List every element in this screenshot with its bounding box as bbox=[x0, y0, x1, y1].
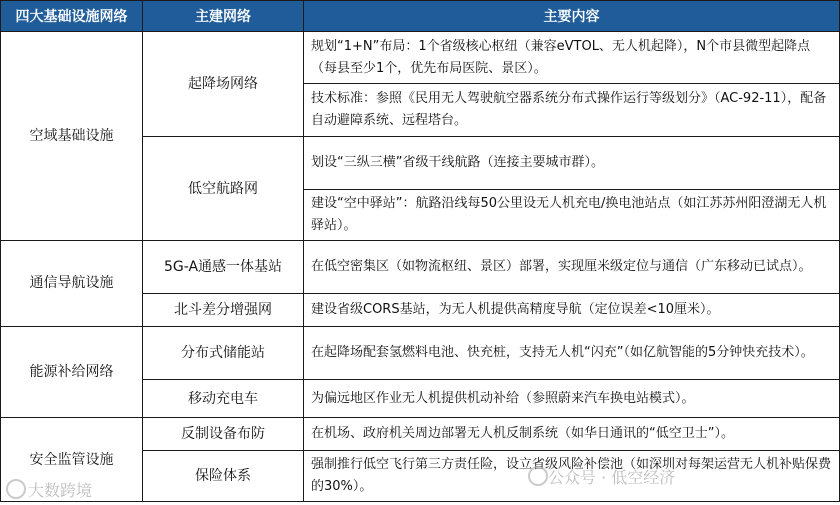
network-cell: 保险体系 bbox=[143, 450, 304, 501]
category-cell: 通信导航设施 bbox=[1, 240, 143, 326]
network-cell: 低空航路网 bbox=[143, 137, 304, 240]
table-row bbox=[1, 418, 840, 450]
content-cell: 技术标准：参照《民用无人驾驶航空器系统分布式操作运行等级划分》（AC-92-11），配备自动避障系统、远程塔台。 bbox=[304, 84, 840, 137]
header-category: 四大基础设施网络 bbox=[1, 1, 143, 32]
content-cell: 为偏远地区作业无人机提供机动补给（参照蔚来汽车换电站模式）。 bbox=[304, 379, 840, 418]
category-cell: 安全监管设施 bbox=[1, 418, 143, 502]
table-row bbox=[1, 32, 840, 84]
network-cell: 起降场网络 bbox=[143, 32, 304, 137]
header-row bbox=[1, 1, 840, 32]
network-cell: 移动充电车 bbox=[143, 379, 304, 418]
network-cell: 5G-A通感一体基站 bbox=[143, 240, 304, 293]
network-cell: 反制设备布防 bbox=[143, 418, 304, 450]
header-network: 主建网络 bbox=[143, 1, 304, 32]
network-cell: 北斗差分增强网 bbox=[143, 294, 304, 326]
table-row bbox=[1, 240, 840, 293]
header-content: 主要内容 bbox=[304, 1, 840, 32]
watermark-logo-icon bbox=[528, 466, 548, 486]
watermark-left: 大数跨境 bbox=[28, 481, 93, 500]
watermark-right: 公众号 · 低空经济 bbox=[548, 468, 676, 487]
content-cell: 建设“空中驿站”：航路沿线每50公里设无人机充电/换电池站点（如江苏苏州阳澄湖无人机驿站）。 bbox=[304, 189, 840, 240]
network-cell: 分布式储能站 bbox=[143, 326, 304, 379]
category-cell: 能源补给网络 bbox=[1, 326, 143, 418]
content-cell: 强制推行低空飞行第三方责任险，设立省级风险补偿池（如深圳对每架运营无人机补贴保费的30%）。 bbox=[304, 450, 840, 501]
content-cell: 在低空密集区（如物流枢纽、景区）部署，实现厘米级定位与通信（广东移动已试点）。 bbox=[304, 240, 840, 293]
content-cell: 划设“三纵三横”省级干线航路（连接主要城市群）。 bbox=[304, 137, 840, 189]
content-cell: 在机场、政府机关周边部署无人机反制系统（如华日通讯的“低空卫士”）。 bbox=[304, 418, 840, 450]
category-cell: 空域基础设施 bbox=[1, 32, 143, 241]
content-cell: 规划“1+N”布局：1个省级核心枢纽（兼容eVTOL、无人机起降），N个市县微型起降点（每县至少1个，优先布局医院、景区）。 bbox=[304, 32, 840, 84]
watermark-logo-icon bbox=[6, 479, 26, 499]
content-cell: 在起降场配套氢燃料电池、快充桩，支持无人机“闪充”（如亿航智能的5分钟快充技术）。 bbox=[304, 326, 840, 379]
content-cell: 建设省级CORS基站，为无人机提供高精度导航（定位误差<10厘米）。 bbox=[304, 294, 840, 326]
table-row bbox=[1, 326, 840, 379]
